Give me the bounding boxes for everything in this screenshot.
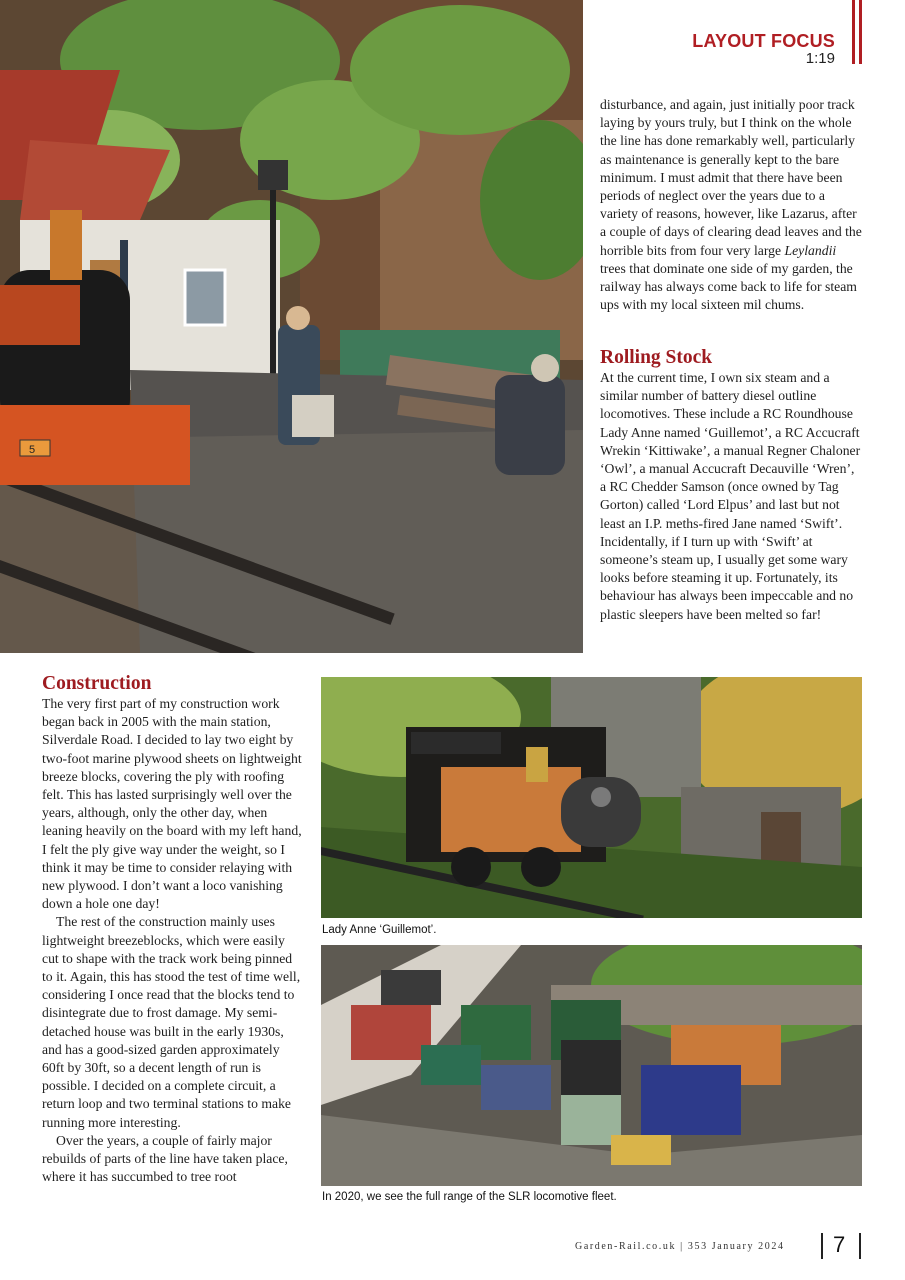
construction-paragraph: The very first part of my construction work began back in 2005 with the main station, Silverdale Road. I decided to lay two eight by two-foot marine plywood sheets on lightweight breeze blocks, covering the ply with roofing felt. This has lasted surprisingly well over the years, although, only the other day, when leaning heavily on the board with my left hand, I felt the ply give way under the weight, so I think it may be time to consider relaying with new plywood. I don’t want a loco vanishing down a hole one day! bbox=[42, 696, 302, 912]
header-rule bbox=[859, 0, 862, 64]
scale-label: 1:19 bbox=[805, 50, 835, 67]
footer-rule bbox=[821, 1233, 823, 1259]
locomotive-fleet-photo bbox=[321, 945, 862, 1186]
construction-paragraph: Over the years, a couple of fairly major rebuilds of parts of the line have taken place, where it has succumbed to tree root bbox=[42, 1132, 288, 1185]
intro-continuation bbox=[600, 96, 862, 314]
construction-section bbox=[42, 673, 304, 1186]
header-rule bbox=[852, 0, 855, 64]
construction-heading: Construction bbox=[42, 673, 152, 694]
station-platform-photo bbox=[0, 0, 583, 653]
rolling-stock-section bbox=[600, 347, 862, 624]
footer-rule bbox=[859, 1233, 861, 1259]
lady-anne-photo bbox=[321, 677, 862, 918]
italic-term: Leylandii bbox=[784, 242, 837, 258]
photo-caption: In 2020, we see the full range of the SLR locomotive fleet. bbox=[322, 1191, 617, 1203]
photo-caption: Lady Anne ‘Guillemot’. bbox=[322, 924, 437, 936]
rolling-stock-paragraph: At the current time, I own six steam and a similar number of battery diesel outline locomotives. These include a RC Roundhouse Lady Anne named ‘Guillemot’, a RC Accucraft Wrekin ‘Kittiwake’, a manual Regner Chaloner ‘Owl’, a manual Accucraft Decauville ‘Wren’, a RC Chedder Samson (once owned by Tag Gorton) called ‘Lord Elpus’ and last but not least an I.P. meths-fired Jane named ‘Swift’. Incidentally, if I turn up with ‘Swift’ at someone’s steam up, I usually get some wary looks before steaming it up. Fortunately, its behaviour has always been impeccable and no plastic sleepers have been melted so far! bbox=[600, 370, 861, 622]
paragraph-text: trees that dominate one side of my garden, the railway has always come back to life for steam ups with my local sixteen mil chums. bbox=[600, 260, 857, 313]
footer-text: Garden-Rail.co.uk | 353 January 2024 bbox=[575, 1241, 785, 1252]
page-number: 7 bbox=[833, 1232, 846, 1257]
construction-paragraph: The rest of the construction mainly uses lightweight breezeblocks, which were easily cut to shape with the track work being pinned to it. Again, this has stood the test of time well, considering I once read that the blocks tend to disintegrate due to frost damage. My semi-detached house was built in the early 1930s, and has a good-sized garden approximately 60ft by 30ft, so a decent length of run is possible. I decided on a complete circuit, a return loop and two terminal stations to make running more interesting. bbox=[42, 914, 301, 1130]
section-title: LAYOUT FOCUS bbox=[692, 31, 835, 51]
loco-number-plate: 5 bbox=[29, 444, 36, 456]
paragraph-text: disturbance, and again, just initially poor track laying by yours truly, but I think on the whole the line has done remarkably well, particularly as maintenance is generally kept to the bare minimum. I must admit that there have been periods of neglect over the years due to a variety of reasons, however, like Lazarus, after a couple of days of clearing dead leaves and the horrible bits from four very large bbox=[600, 97, 862, 258]
rolling-stock-heading: Rolling Stock bbox=[600, 347, 713, 368]
